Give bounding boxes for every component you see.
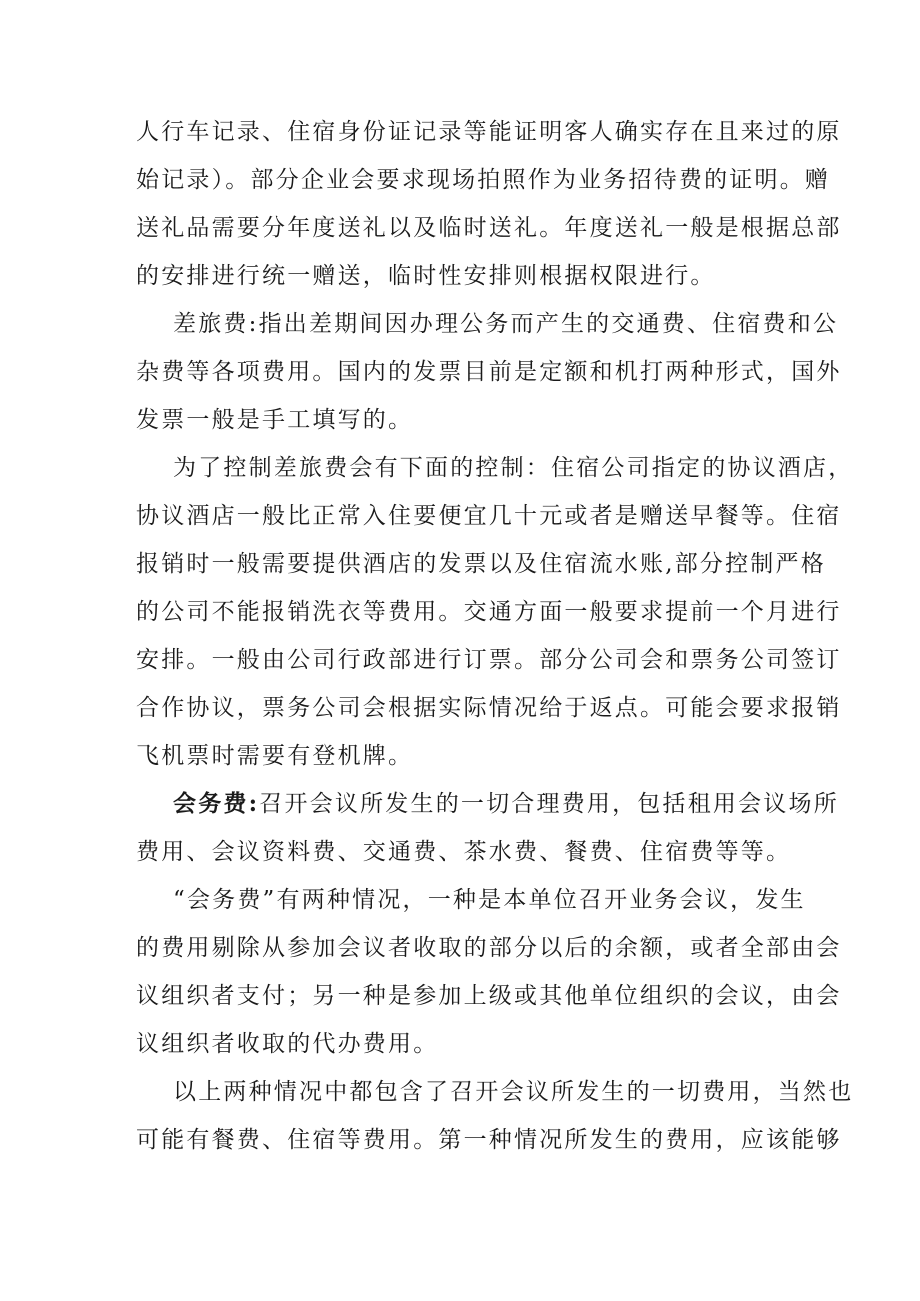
p2-line-1 bbox=[173, 309, 838, 339]
term-travel-expense: 差旅费: bbox=[173, 311, 259, 337]
p6-line-1: 以上两种情况中都包含了召开会议所发生的一切费用，当然也 bbox=[173, 1079, 854, 1105]
p1-line-2: 始记录）。部分企业会要求现场拍照作为业务招待费的证明。赠 bbox=[136, 167, 831, 193]
term-meeting-expense: 会务费: bbox=[173, 790, 260, 817]
p1-line-4: 的安排进行统一赠送，临时性安排则根据权限进行。 bbox=[136, 263, 716, 289]
p1-line-3: 送礼品需要分年度送礼以及临时送礼。年度送礼一般是根据总部 bbox=[136, 215, 842, 241]
p5-line-2: 的费用剔除从参加会议者收取的部分以后的余额，或者全部由会 bbox=[136, 935, 842, 961]
p4-line-1-text: 召开会议所发生的一切合理费用，包括租用会议场所 bbox=[259, 791, 839, 817]
p1-line-1: 人行车记录、住宿身份证记录等能证明客人确实存在且来过的原 bbox=[136, 119, 842, 145]
p3-line-1: 为了控制差旅费会有下面的控制：住宿公司指定的协议酒店， bbox=[173, 455, 854, 481]
p3-line-5: 安排。一般由公司行政部进行订票。部分公司会和票务公司签订 bbox=[136, 647, 842, 673]
p2-line-2: 杂费等各项费用。国内的发票目前是定额和机打两种形式，国外 bbox=[136, 359, 842, 385]
p2-line-1-text: 指出差期间因办理公务而产生的交通费、住宿费和公 bbox=[258, 311, 839, 337]
p3-line-7: 飞机票时需要有登机牌。 bbox=[136, 743, 414, 769]
p5-line-4: 议组织者收取的代办费用。 bbox=[136, 1031, 439, 1057]
p2-line-3: 发票一般是手工填写的。 bbox=[136, 407, 414, 433]
p3-line-3: 报销时一般需要提供酒店的发票以及住宿流水账,部分控制严格 bbox=[136, 551, 826, 577]
p5-line-1: “会务费”有两种情况，一种是本单位召开业务会议，发生 bbox=[173, 887, 806, 913]
p4-line-1 bbox=[173, 789, 839, 819]
p6-line-2: 可能有餐费、住宿等费用。第一种情况所发生的费用，应该能够 bbox=[136, 1127, 842, 1153]
p3-line-4: 的公司不能报销洗衣等费用。交通方面一般要求提前一个月进行 bbox=[136, 599, 842, 625]
p4-line-2: 费用、会议资料费、交通费、茶水费、餐费、住宿费等等。 bbox=[136, 839, 792, 865]
p3-line-2: 协议酒店一般比正常入住要便宜几十元或者是赠送早餐等。住宿 bbox=[136, 503, 842, 529]
p3-line-6: 合作协议，票务公司会根据实际情况给于返点。可能会要求报销 bbox=[136, 695, 842, 721]
p5-line-3: 议组织者支付；另一种是参加上级或其他单位组织的会议，由会 bbox=[136, 983, 842, 1009]
